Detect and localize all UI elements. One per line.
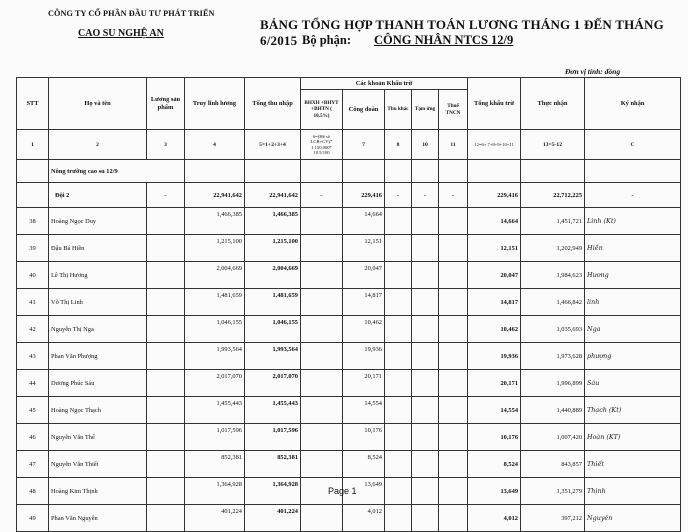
row-signature: Linh (Kt) [585,208,681,235]
row-truy-linh: 1,364,928 [185,478,245,505]
row-thu-khac [385,505,412,532]
row-cong-doan: 13,649 [343,478,385,505]
row-thue [439,397,468,424]
table-row [17,316,681,343]
row-thue [439,478,468,505]
row-signature: Hiền [585,235,681,262]
header-cong-doan: Công đoàn [343,90,385,130]
row-tong-khau-tru: 10,176 [468,424,521,451]
row-truy-linh: 1,993,564 [185,343,245,370]
row-cong-doan: 4,012 [343,505,385,532]
row-tong-thu-nhap: 1,046,155 [245,316,301,343]
row-cong-doan: 20,171 [343,370,385,397]
header-bhxh: BHXH +BHYT +BHTN ( 10.5%) [301,90,343,130]
row-bhxh [301,316,343,343]
department-label: Bộ phận: [302,33,351,47]
row-stt: 44 [17,370,49,397]
farm-row [17,160,681,183]
row-signature: Thịnh [585,478,681,505]
row-signature: Sáu [585,370,681,397]
row-cong-doan: 10,176 [343,424,385,451]
row-name: Phan Văn Phượng [49,343,147,370]
header-tam-ung: Tạm ứng [412,90,439,130]
row-bhxh [301,235,343,262]
row-thuc-nhan: 1,973,628 [521,343,585,370]
row-thue [439,235,468,262]
row-thue [439,451,468,478]
row-tong-thu-nhap: 1,017,596 [245,424,301,451]
header-khau-tru-group: Các khoản Khấu trừ [301,78,468,90]
row-bhxh [301,451,343,478]
row-tam-ung [412,208,439,235]
row-thuc-nhan: 1,996,899 [521,370,585,397]
row-signature: Hoàn (KT) [585,424,681,451]
header-truy-linh: Truy lĩnh lương [185,78,245,130]
row-thu-khac [385,262,412,289]
row-tam-ung [412,397,439,424]
header-name: Họ và tên [49,78,147,130]
row-thu-khac [385,424,412,451]
row-thu-khac [385,208,412,235]
group-cong-doan: 229,416 [343,183,385,208]
row-name: Phan Văn Nguyên [49,505,147,532]
row-tong-thu-nhap: 852,381 [245,451,301,478]
row-cong-doan: 8,524 [343,451,385,478]
payroll-table [16,77,681,532]
row-tong-khau-tru: 13,649 [468,478,521,505]
row-tong-thu-nhap: 2,017,070 [245,370,301,397]
group-name: Đội 2 [49,183,147,208]
row-thu-khac [385,235,412,262]
row-thue [439,316,468,343]
row-tong-khau-tru: 20,047 [468,262,521,289]
row-tong-khau-tru: 14,817 [468,289,521,316]
row-thuc-nhan: 843,857 [521,451,585,478]
row-signature: linh [585,289,681,316]
table-row [17,289,681,316]
row-truy-linh: 2,017,070 [185,370,245,397]
row-name: Võ Thị Linh [49,289,147,316]
group-row: Đội 2 - 22,941,642 22,941,642 - 229,416 - - - 229,416 22,712,225 - [17,183,681,208]
row-bhxh [301,397,343,424]
row-tong-thu-nhap: 401,224 [245,505,301,532]
row-bhxh [301,208,343,235]
row-name: Hoàng Kim Thịnh [49,478,147,505]
table-row [17,235,681,262]
row-luong-sp [147,208,185,235]
row-tam-ung [412,505,439,532]
row-truy-linh: 1,046,155 [185,316,245,343]
row-tong-thu-nhap: 1,481,659 [245,289,301,316]
row-truy-linh: 1,466,385 [185,208,245,235]
row-signature: Hương [585,262,681,289]
table-row [17,208,681,235]
row-thu-khac [385,451,412,478]
group-truy-linh: 22,941,642 [185,183,245,208]
row-thue [439,262,468,289]
table-row [17,343,681,370]
row-name: Nguyễn Văn Thế [49,424,147,451]
row-luong-sp [147,424,185,451]
row-stt: 46 [17,424,49,451]
row-thu-khac [385,478,412,505]
department-value: CÔNG NHÂN NTCS 12/9 [374,33,514,47]
table-row [17,262,681,289]
row-luong-sp [147,289,185,316]
row-tong-thu-nhap: 1,993,564 [245,343,301,370]
row-thuc-nhan: 397,212 [521,505,585,532]
row-thue [439,289,468,316]
row-stt: 42 [17,316,49,343]
row-thuc-nhan: 1,984,623 [521,262,585,289]
row-name: Đậu Bá Hiền [49,235,147,262]
row-luong-sp [147,451,185,478]
row-luong-sp [147,262,185,289]
row-cong-doan: 14,817 [343,289,385,316]
row-stt: 45 [17,397,49,424]
row-tam-ung [412,343,439,370]
column-index-row: 1 2 3 4 5=1+2+3+4 6=(Hệ số LCB+CV)* 1.150.000* 10.5/100 7 8 10 11 12=6+ 7+8+9+10+11 13=5-12 C [17,130,681,160]
row-thu-khac [385,370,412,397]
row-thu-khac [385,289,412,316]
row-truy-linh: 1,481,659 [185,289,245,316]
row-luong-sp [147,343,185,370]
row-tong-thu-nhap: 1,364,928 [245,478,301,505]
row-tong-khau-tru: 10,462 [468,316,521,343]
company-name: CÔNG TY CỔ PHẦN ĐẦU TƯ PHÁT TRIỂN [48,9,215,18]
header-thue: Thuế TNCN [439,90,468,130]
row-tam-ung [412,478,439,505]
table-header [17,78,681,130]
row-tong-khau-tru: 19,936 [468,343,521,370]
row-luong-sp [147,478,185,505]
row-cong-doan: 12,151 [343,235,385,262]
row-truy-linh: 2,004,669 [185,262,245,289]
row-cong-doan: 14,554 [343,397,385,424]
row-thuc-nhan: 1,035,693 [521,316,585,343]
header-tong-khau-tru: Tổng khấu trừ [468,78,521,130]
row-name: Nguyễn Thị Nga [49,316,147,343]
row-tong-khau-tru: 12,151 [468,235,521,262]
group-thuc-nhan: 22,712,225 [521,183,585,208]
header-luong-sp: Lương sản phẩm [147,78,185,130]
row-tong-thu-nhap: 1,455,443 [245,397,301,424]
row-tong-thu-nhap: 1,466,385 [245,208,301,235]
row-tong-khau-tru: 20,171 [468,370,521,397]
row-bhxh [301,343,343,370]
row-luong-sp [147,505,185,532]
table-row [17,370,681,397]
row-tam-ung [412,424,439,451]
row-signature: Thạch (Kt) [585,397,681,424]
row-stt: 41 [17,289,49,316]
currency-unit: Đơn vị tính: đồng [565,67,621,76]
row-truy-linh: 1,017,596 [185,424,245,451]
row-stt: 48 [17,478,49,505]
row-bhxh [301,370,343,397]
row-tam-ung [412,370,439,397]
row-tam-ung [412,289,439,316]
row-name: Dương Phúc Sáu [49,370,147,397]
header-thuc-nhan: Thực nhận [521,78,585,130]
document-title: BẢNG TỔNG HỢP THANH TOÁN LƯƠNG THÁNG 1 ĐẾN THÁNG 6/2015 [260,17,664,48]
row-luong-sp [147,316,185,343]
row-cong-doan: 20,047 [343,262,385,289]
row-bhxh [301,505,343,532]
table-row [17,505,681,532]
row-bhxh [301,289,343,316]
row-signature: phượng [585,343,681,370]
row-bhxh [301,262,343,289]
row-thu-khac [385,397,412,424]
row-truy-linh: 1,455,443 [185,397,245,424]
row-thue [439,343,468,370]
row-stt: 43 [17,343,49,370]
row-truy-linh: 401,224 [185,505,245,532]
row-signature: Nguyên [585,505,681,532]
company-subname: CAO SU NGHỆ AN [78,28,164,39]
group-tong-thu-nhap: 22,941,642 [245,183,301,208]
row-stt: 40 [17,262,49,289]
row-thue [439,424,468,451]
header-ky-nhan: Ký nhận [585,78,681,130]
row-tam-ung [412,235,439,262]
row-cong-doan: 14,664 [343,208,385,235]
header-tong-thu-nhap: Tổng thu nhập [245,78,301,130]
row-signature: Thiết [585,451,681,478]
row-thuc-nhan: 1,440,889 [521,397,585,424]
table-row [17,424,681,451]
row-stt: 49 [17,505,49,532]
row-thuc-nhan: 1,451,721 [521,208,585,235]
row-name: Hoàng Ngọc Duy [49,208,147,235]
row-truy-linh: 1,215,100 [185,235,245,262]
row-bhxh [301,424,343,451]
row-thuc-nhan: 1,351,279 [521,478,585,505]
farm-label: Nông trường cao su 12/9 [49,160,185,183]
row-signature: Nga [585,316,681,343]
row-thue [439,208,468,235]
row-tam-ung [412,262,439,289]
row-stt: 38 [17,208,49,235]
row-truy-linh: 852,381 [185,451,245,478]
row-tong-khau-tru: 14,554 [468,397,521,424]
row-stt: 47 [17,451,49,478]
header-stt: STT [17,78,49,130]
row-thue [439,370,468,397]
row-thuc-nhan: 1,466,842 [521,289,585,316]
row-thu-khac [385,343,412,370]
row-tong-thu-nhap: 1,215,100 [245,235,301,262]
row-name: Hoàng Ngọc Thạch [49,397,147,424]
row-luong-sp [147,235,185,262]
row-tong-thu-nhap: 2,004,669 [245,262,301,289]
row-name: Nguyễn Văn Thiết [49,451,147,478]
row-tong-khau-tru: 4,012 [468,505,521,532]
page-number: Page 1 [328,486,357,496]
row-stt: 39 [17,235,49,262]
row-thuc-nhan: 1,007,420 [521,424,585,451]
row-luong-sp [147,397,185,424]
group-tong-khau-tru: 229,416 [468,183,521,208]
row-tong-khau-tru: 8,524 [468,451,521,478]
row-thue [439,505,468,532]
row-tam-ung [412,316,439,343]
row-tong-khau-tru: 14,664 [468,208,521,235]
row-luong-sp [147,370,185,397]
table-row [17,451,681,478]
table-row [17,397,681,424]
row-tam-ung [412,451,439,478]
row-thu-khac [385,316,412,343]
row-thuc-nhan: 1,202,949 [521,235,585,262]
header-thu-khac: Thu khác [385,90,412,130]
row-name: Lê Thị Hương [49,262,147,289]
row-cong-doan: 19,936 [343,343,385,370]
row-cong-doan: 10,462 [343,316,385,343]
